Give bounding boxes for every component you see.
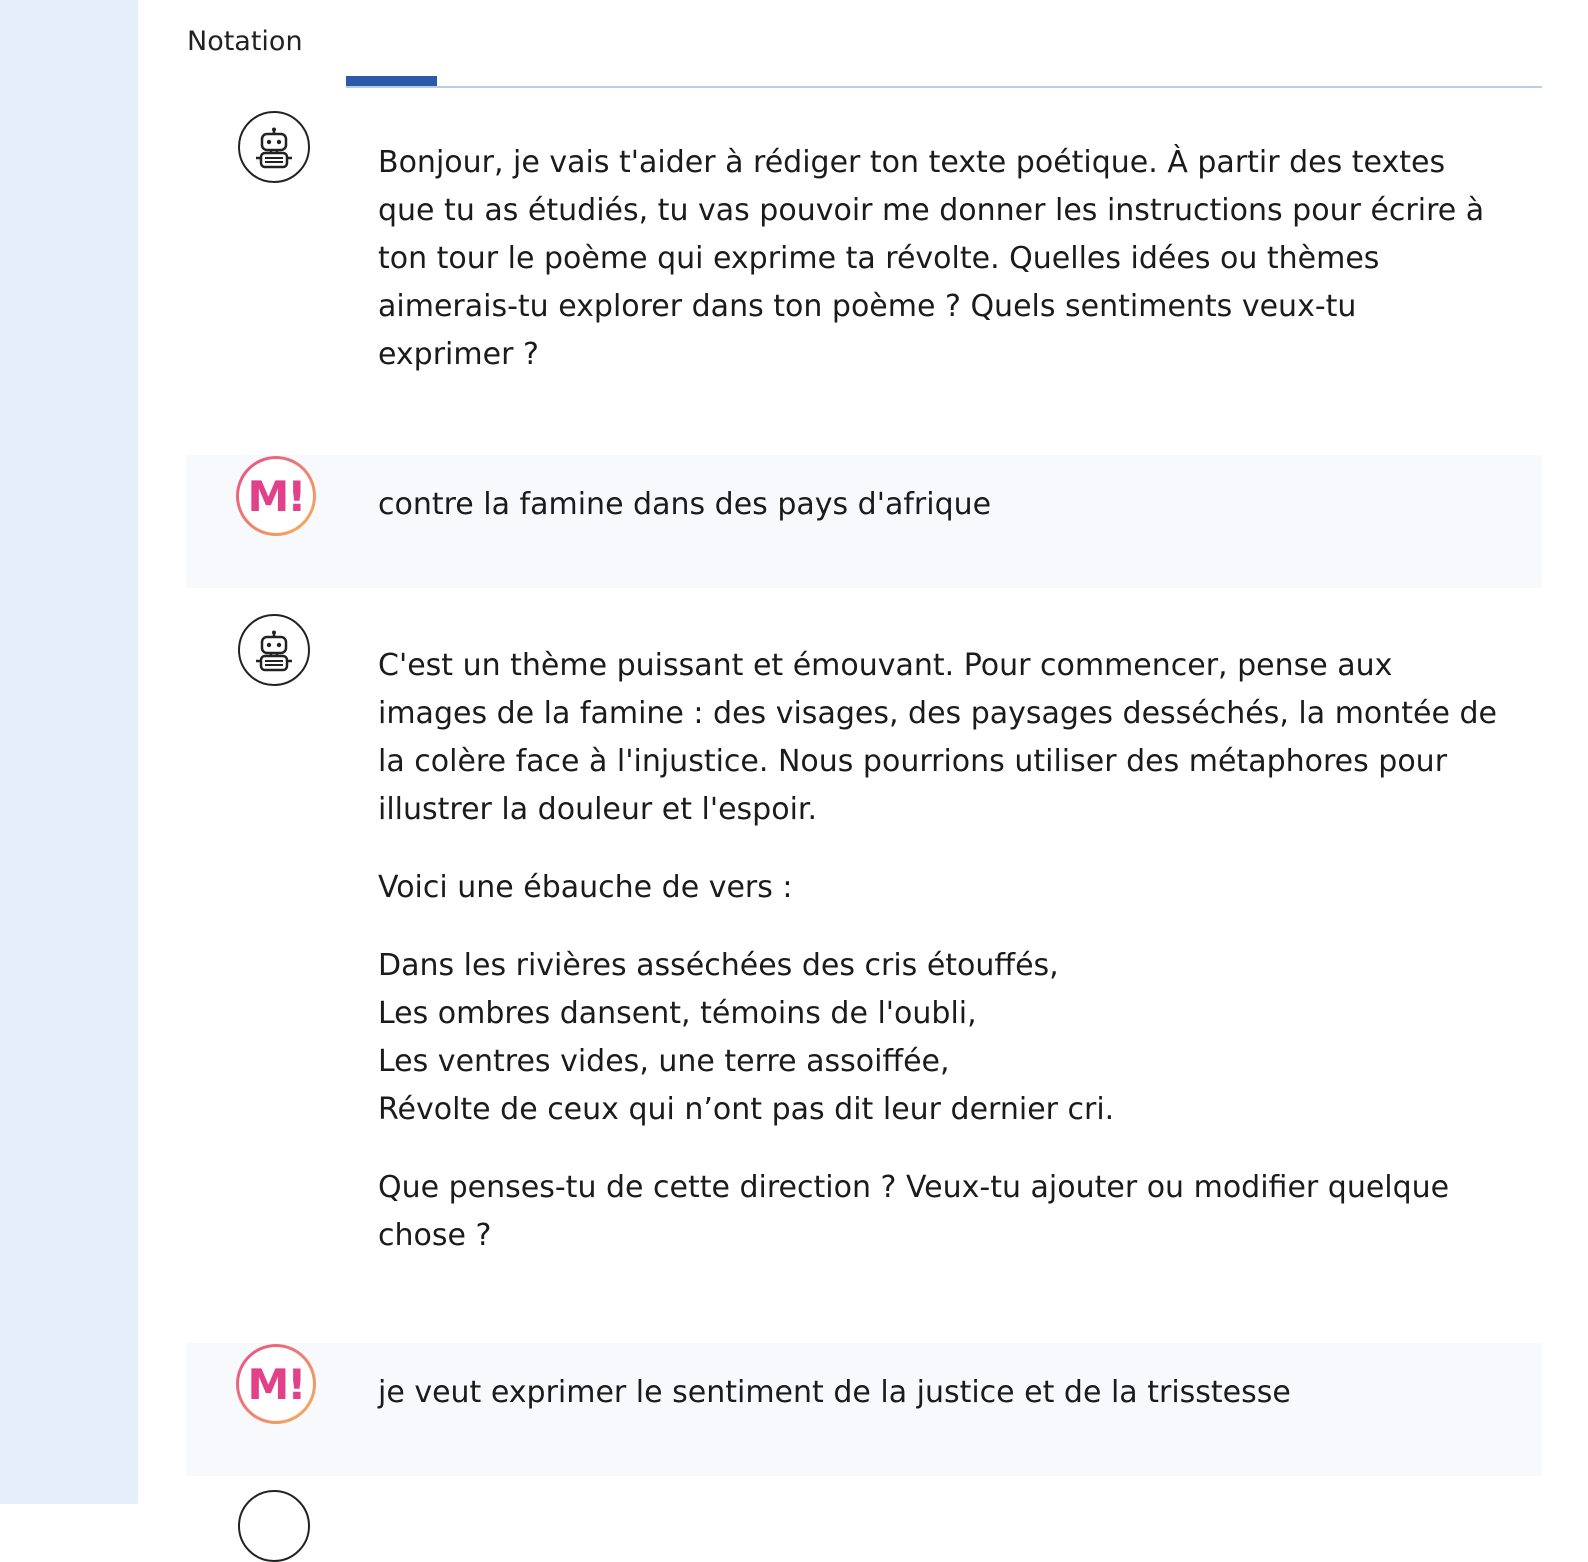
chat-message-assistant bbox=[186, 105, 1542, 435]
tab-notation[interactable]: Notation bbox=[187, 26, 303, 57]
avatar-letter: M! bbox=[239, 459, 313, 533]
avatar-letter: M! bbox=[239, 1347, 313, 1421]
poem-draft: Dans les rivières asséchées des cris étouffés, Les ombres dansent, témoins de l'oubli, Les ventres vides, une terre assoiffée, Révolte de ceux qui n’ont pas dit leur dernier cri. bbox=[378, 948, 1115, 1127]
chat-message-assistant bbox=[186, 608, 1542, 1308]
message-body: je veut exprimer le sentiment de la justice et de la trisstesse bbox=[378, 1375, 1291, 1410]
robot-icon bbox=[238, 1490, 310, 1562]
tab-active-indicator bbox=[346, 76, 437, 86]
message-paragraph: Bonjour, je vais t'aider à rédiger ton texte poétique. À partir des textes que tu as étudiés, tu vas pouvoir me donner les instructions pour écrire à ton tour le poème qui exprime ta révolte. Quelles idées ou thèmes aimerais-tu explorer dans ton poème ? Quels sentiments veux-tu exprimer ? bbox=[378, 145, 1485, 372]
chat-message-user bbox=[186, 455, 1542, 588]
user-avatar-m-icon bbox=[236, 1344, 316, 1424]
tab-divider bbox=[346, 86, 1542, 88]
robot-icon bbox=[238, 111, 310, 183]
message-paragraph: Voici une ébauche de vers : bbox=[378, 870, 793, 905]
message-paragraph: Que penses-tu de cette direction ? Veux-tu ajouter ou modifier quelque chose ? bbox=[378, 1170, 1450, 1253]
robot-icon bbox=[238, 614, 310, 686]
left-sidebar-rail bbox=[0, 0, 138, 1504]
message-paragraph: C'est un thème puissant et émouvant. Pour commencer, pense aux images de la famine : des visages, des paysages desséchés, la montée de la colère face à l'injustice. Nous pourrions utiliser des métaphores pour illustrer la douleur et l'espoir. bbox=[378, 648, 1497, 827]
message-body: contre la famine dans des pays d'afrique bbox=[378, 487, 992, 522]
message-body bbox=[378, 642, 1498, 1260]
message-body bbox=[378, 139, 1498, 379]
user-avatar-m-icon bbox=[236, 456, 316, 536]
chat-message-user bbox=[186, 1343, 1542, 1476]
